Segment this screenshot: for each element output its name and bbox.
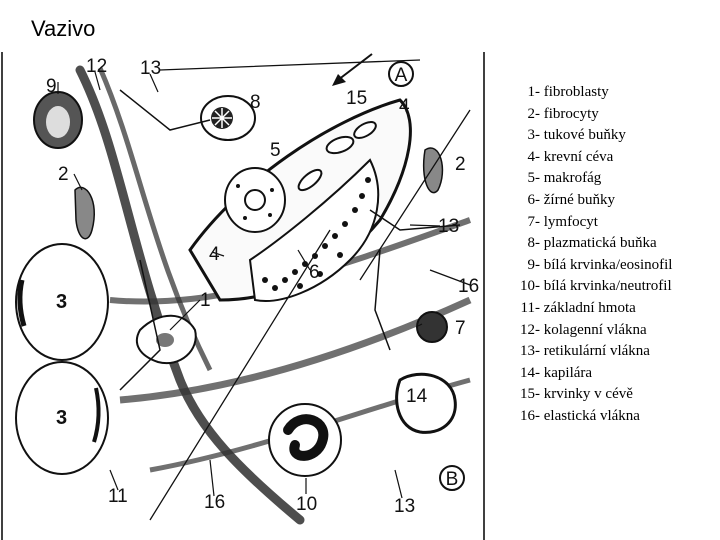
- callout-15: 15: [346, 88, 368, 109]
- legend-item-number: 14-: [520, 364, 540, 381]
- legend-item: [512, 82, 672, 104]
- legend-item-label: elastická vlákna: [543, 407, 640, 424]
- callout-5: 5: [270, 140, 281, 161]
- legend-item-number: 10-: [520, 278, 540, 295]
- connective-tissue-diagram: [0, 50, 486, 540]
- legend-item: [512, 125, 672, 147]
- legend-item-label: základní hmota: [543, 299, 636, 316]
- legend-item-number: 12-: [520, 321, 540, 338]
- fibrocyte-left: [75, 187, 94, 238]
- legend-item-number: 1-: [527, 84, 540, 100]
- callout-10: 10: [296, 494, 318, 515]
- callout-13-top: 13: [140, 58, 162, 79]
- legend-item-number: 7-: [527, 213, 540, 230]
- callout-8: 8: [250, 92, 261, 113]
- legend-item: [512, 384, 672, 406]
- callout-7: 7: [455, 318, 466, 339]
- legend-item-label: fibroblasty: [543, 84, 609, 100]
- marker-a-label: A: [394, 65, 408, 86]
- callout-3-upper: 3: [56, 291, 68, 313]
- legend-item-label: retikulární vlákna: [543, 343, 650, 360]
- callout-16-bottom: 16: [204, 492, 226, 513]
- legend-item: [512, 233, 672, 255]
- callout-6: 6: [309, 262, 320, 283]
- legend-item-number: 4-: [527, 148, 540, 165]
- legend-item-number: 8-: [527, 235, 540, 252]
- legend-item: [512, 190, 672, 212]
- legend-item-number: 3-: [527, 127, 540, 144]
- lymphocyte-cell: [417, 312, 447, 342]
- legend-item-label: krevní céva: [543, 148, 614, 165]
- legend-item-label: makrofág: [543, 170, 602, 187]
- callout-11: 11: [108, 486, 128, 507]
- callout-13-bottom: 13: [394, 496, 416, 517]
- legend-item: [512, 276, 672, 298]
- legend-item-label: plazmatická buňka: [543, 235, 657, 252]
- callout-13-right: 13: [438, 216, 460, 237]
- callout-14: 14: [406, 386, 428, 407]
- legend-item: [512, 320, 672, 342]
- legend-item-label: žírné buňky: [543, 191, 615, 208]
- legend-item-label: fibrocyty: [543, 105, 599, 122]
- callout-9: 9: [46, 76, 57, 97]
- legend-item-number: 9-: [527, 256, 540, 273]
- legend-item-label: krvinky v cévě: [543, 386, 633, 403]
- legend-item-number: 11-: [520, 299, 540, 316]
- callout-12: 12: [86, 56, 108, 77]
- legend-item-number: 15-: [520, 386, 540, 403]
- legend-item-label: lymfocyt: [543, 213, 598, 230]
- legend-item: [512, 406, 672, 428]
- slide-title: Vazivo: [31, 16, 96, 41]
- marker-b-label: B: [445, 469, 459, 490]
- callout-3-lower: 3: [56, 407, 68, 429]
- legend-item: [512, 255, 672, 277]
- legend-item-number: 5-: [527, 170, 540, 187]
- arrow-line: [338, 54, 372, 80]
- fibrocyte-right: [424, 148, 443, 193]
- legend-item-label: bílá krvinka/neutrofil: [543, 278, 672, 295]
- legend-item: [512, 168, 672, 190]
- legend-item-number: 2-: [527, 105, 540, 122]
- legend-item: [512, 212, 672, 234]
- callout-4-top: 4: [399, 96, 410, 117]
- legend: [512, 82, 672, 428]
- callout-2-right: 2: [455, 154, 466, 175]
- legend-item: [512, 147, 672, 169]
- legend-item: [512, 104, 672, 126]
- legend-item-label: kapilára: [543, 364, 593, 381]
- callout-1: 1: [200, 290, 211, 311]
- callout-2-left: 2: [58, 164, 69, 185]
- legend-item-label: tukové buňky: [543, 127, 626, 144]
- legend-item: [512, 298, 672, 320]
- legend-item-number: 16-: [520, 407, 540, 424]
- legend-item-number: 6-: [527, 191, 540, 208]
- callout-4-mid: 4: [209, 244, 220, 265]
- callout-16-right: 16: [458, 276, 480, 297]
- legend-item-label: bílá krvinka/eosinofil: [543, 256, 673, 273]
- legend-item: [512, 363, 672, 385]
- legend-item-label: kolagenní vlákna: [543, 321, 647, 338]
- legend-item-number: 13-: [520, 343, 540, 360]
- legend-item: [512, 341, 672, 363]
